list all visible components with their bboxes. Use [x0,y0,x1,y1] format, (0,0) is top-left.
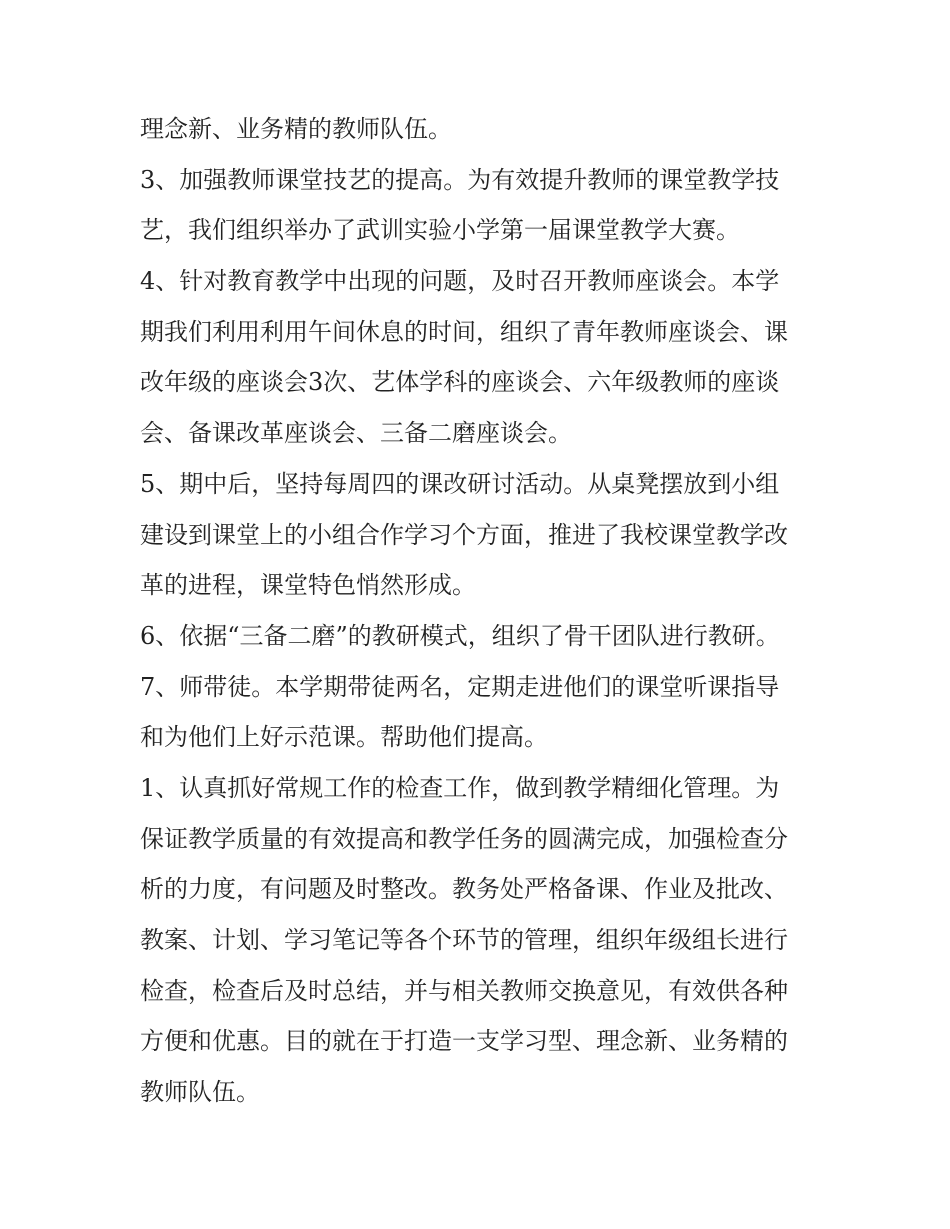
text-line: 1、认真抓好常规工作的检查工作，做到教学精细化管理。为 [140,773,780,802]
text-line: 革的进程，课堂特色悄然形成。 [140,571,476,600]
text-line: 改年级的座谈会3次、艺体学科的座谈会、六年级教师的座谈 [140,368,780,397]
text-line: 4、针对教育教学中出现的问题，及时召开教师座谈会。本学 [140,267,780,296]
text-line: 和为他们上好示范课。帮助他们提高。 [140,723,548,752]
text-line: 5、期中后，坚持每周四的课改研讨活动。从桌凳摆放到小组 [140,469,780,498]
text-line: 3、加强教师课堂技艺的提高。为有效提升教师的课堂教学技 [140,165,780,194]
text-line: 检查，检查后及时总结，并与相关教师交换意见，有效供各种 [140,976,788,1005]
text-line: 期我们利用利用午间休息的时间，组织了青年教师座谈会、课 [140,317,788,346]
text-line: 方便和优惠。目的就在于打造一支学习型、理念新、业务精的 [140,1027,788,1056]
text-line: 保证教学质量的有效提高和教学任务的圆满完成，加强检查分 [140,824,788,853]
text-line: 艺，我们组织举办了武训实验小学第一届课堂教学大赛。 [140,216,740,245]
text-line: 析的力度，有问题及时整改。教务处严格备课、作业及批改、 [140,875,788,904]
text-line: 建设到课堂上的小组合作学习个方面，推进了我校课堂教学改 [140,520,788,549]
text-line: 7、师带徒。本学期带徒两名，定期走进他们的课堂听课指导 [140,672,780,701]
text-line: 教案、计划、学习笔记等各个环节的管理，组织年级组长进行 [140,926,788,954]
document-body [140,104,820,1118]
text-line: 会、备课改革座谈会、三备二磨座谈会。 [140,419,572,448]
text-line: 理念新、业务精的教师队伍。 [140,115,452,143]
text-line: 6、依据“三备二磨”的教研模式，组织了骨干团队进行教研。 [140,621,780,650]
text-line: 教师队伍。 [140,1078,260,1107]
